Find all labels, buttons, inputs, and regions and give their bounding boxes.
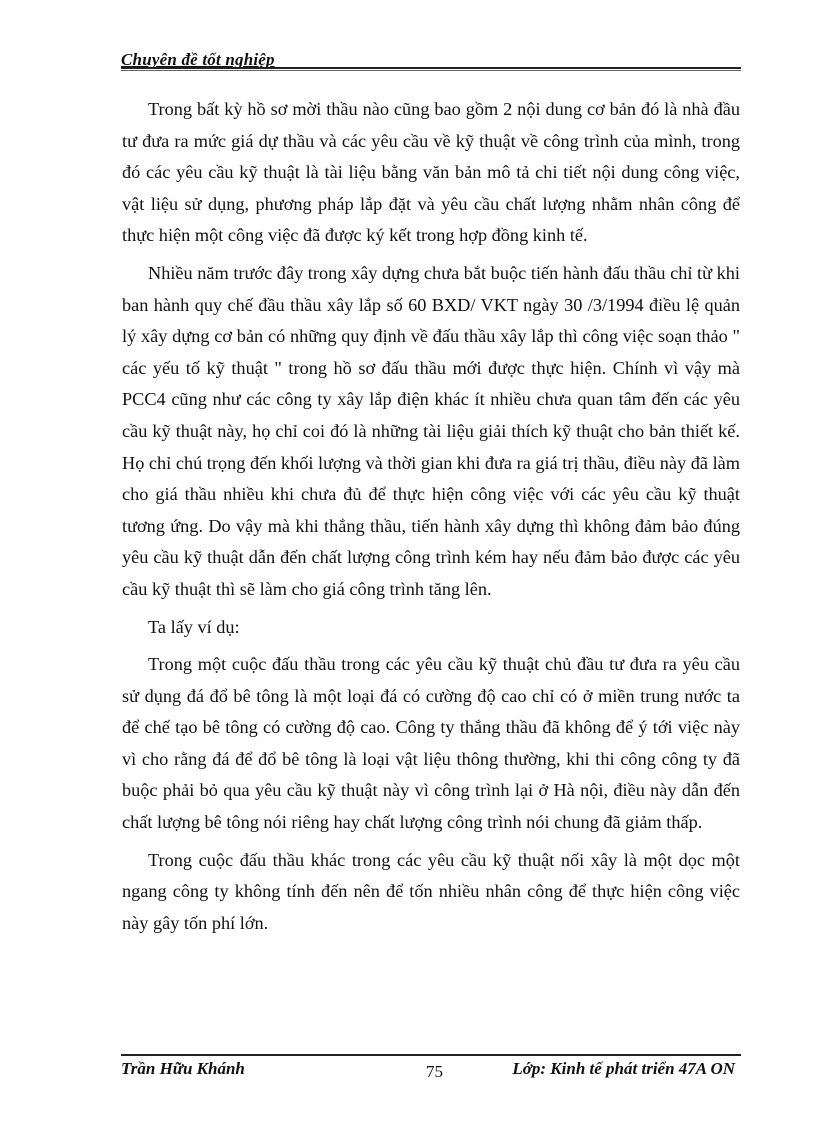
header-title: Chuyên đề tốt nghiệp (121, 50, 275, 69)
page-number: 75 (426, 1062, 443, 1081)
document-body (122, 94, 740, 939)
page-footer (121, 1054, 741, 1084)
paragraph-example-2: Trong cuộc đấu thầu khác trong các yêu cầu kỹ thuật nối xây là một dọc một ngang công ty không tính đến nên để tốn nhiều nhân công để thực hiện công việc này gây tốn phí lớn. (122, 849, 740, 933)
footer-author: Trần Hữu Khánh (121, 1059, 245, 1078)
footer-divider (121, 1054, 741, 1056)
header-divider-secondary (121, 70, 741, 71)
paragraph-history: Nhiều năm trước đây trong xây dựng chưa bắt buộc tiến hành đấu thầu chỉ từ khi ban hành quy chế đầu thầu xây lắp số 60 BXD/ VKT ngày 30 /3/1994 điều lệ quản lý xây dựng cơ bản có những quy định về đấu thầu xây lắp thì công việc soạn thảo " các yếu tố kỹ thuật " trong hồ sơ đấu thầu mới được thực hiện. Chính vì vậy mà PCC4 cũng như các công ty xây lắp điện khác ít nhiều chưa quan tâm đến các yêu cầu kỹ thuật này, họ chỉ coi đó là những tài liệu giải thích kỹ thuật cho bản thiết kế. Họ chỉ chú trọng đến khối lượng và thời gian khi đưa ra giá trị thầu, điều này đã làm cho giá thầu nhiều khi chưa đủ để thực hiện công việc với các yêu cầu kỹ thuật tương ứng. Do vậy mà khi thắng thầu, tiến hành xây dựng thì không đảm bảo đúng yêu cầu kỹ thuật dẫn đến chất lượng công trình kém hay nếu đảm bảo được các yêu cầu kỹ thuật thì sẽ làm cho giá công trình tăng lên. (122, 262, 740, 599)
footer-class-label: Lớp: Kinh tế phát triển 47A ON (512, 1059, 735, 1078)
page-header (121, 48, 741, 72)
header-divider (121, 67, 741, 69)
paragraph-example-label: Ta lấy ví dụ: (148, 616, 240, 637)
paragraph-example-1: Trong một cuộc đấu thầu trong các yêu cầu kỹ thuật chủ đầu tư đưa ra yêu cầu sử dụng đá đổ bê tông là một loại đá có cường độ cao chỉ có ở miền trung nước ta để chế tạo bê tông có cường độ cao. Công ty thắng thầu đã không để ý tới việc này vì cho rằng đá để đổ bê tông là loại vật liệu thông thường, khi thi công công ty đã buộc phải bỏ qua yêu cầu kỹ thuật này vì công trình lại ở Hà nội, điều này dẫn đến chất lượng bê tông nói riêng hay chất lượng công trình nói chung đã giảm thấp. (122, 654, 740, 833)
paragraph-intro: Trong bất kỳ hồ sơ mời thầu nào cũng bao gồm 2 nội dung cơ bản đó là nhà đầu tư đưa ra mức giá dự thầu và các yêu cầu về kỹ thuật về công trình của mình, trong đó các yêu cầu kỹ thuật là tài liệu bằng văn bản mô tả chi tiết nội dung công việc, vật liệu sử dụng, phương pháp lắp đặt và yêu cầu chất lượng nhằm nhân công để thực hiện một công việc đã được ký kết trong hợp đồng kinh tế. (122, 99, 740, 246)
